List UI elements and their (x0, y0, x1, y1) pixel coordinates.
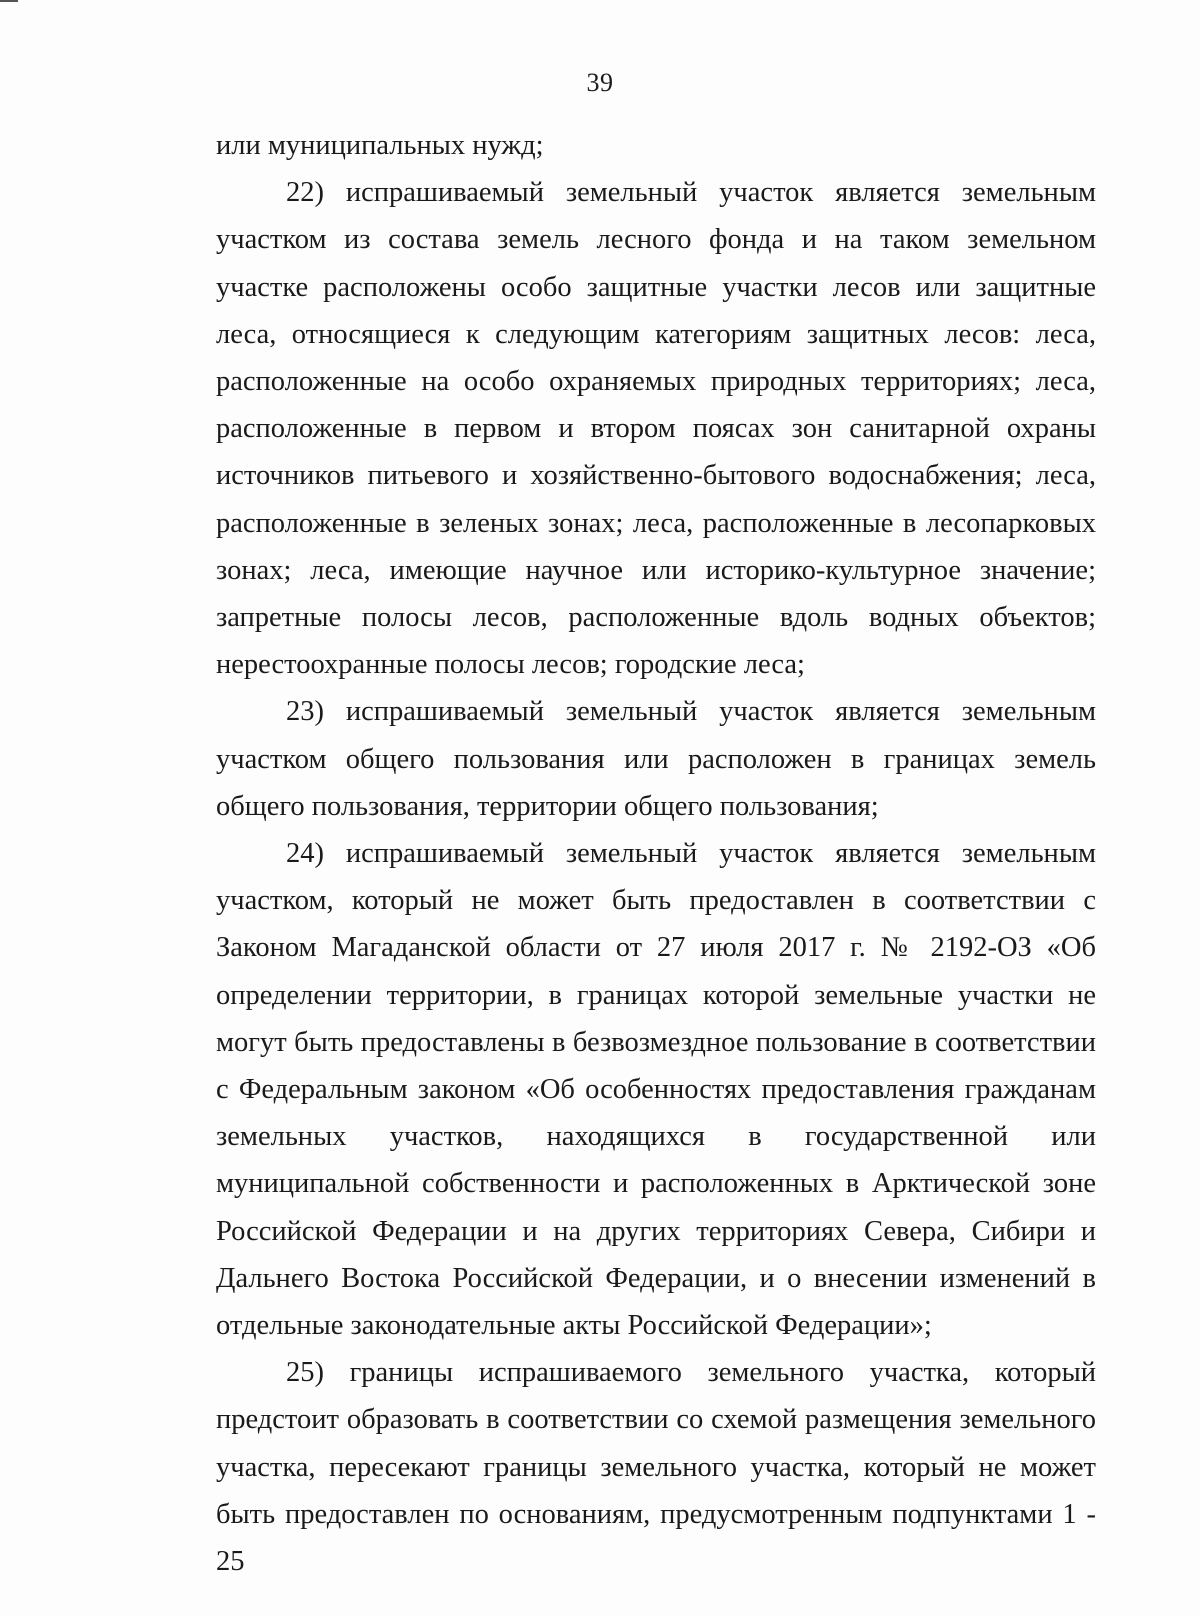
paragraph-item-23: 23) испрашиваемый земельный участок является земельным участком общего пользования или расположен в границах земель общего пользования, территории общего пользования; (216, 696, 1096, 822)
scan-edge-mark (0, 0, 18, 2)
document-body (216, 122, 1096, 1585)
paragraph-item-24: 24) испрашиваемый земельный участок является земельным участком, который не может быть предоставлен в соответствии с Законом Магаданской области от 27 июля 2017 г. № 2192-ОЗ «Об определении территории, в границах которой земельные участки не могут быть предоставлены в безвозмездное пользование в соответствии с Федеральным законом «Об особенностях предоставления гражданам земельных участков, находящихся в государственной или муниципальной собственности и расположенных в Арктической зоне Российской Федерации и на других территориях Севера, Сибири и Дальнего Востока Российской Федерации, и о внесении изменений в отдельные законодательные акты Российской Федерации»; (216, 838, 1096, 1342)
page-number: 39 (586, 68, 614, 97)
paragraph-continuation: или муниципальных нужд; (216, 130, 544, 161)
paragraph-item-25: 25) границы испрашиваемого земельного участка, который предстоит образовать в соответствии со схемой размещения земельного участка, пересекают границы земельного участка, который не может быть предоставлен по основаниям, предусмотренным подпунктами 1 - 25 (216, 1357, 1096, 1578)
paragraph-item-22: 22) испрашиваемый земельный участок является земельным участком из состава земель лесного фонда и на таком земельном участке расположены особо защитные участки лесов или защитные леса, относящиеся к следующим категориям защитных лесов: леса, расположенные на особо охраняемых природных территориях; леса, расположенные в первом и втором поясах зон санитарной охраны источников питьевого и хозяйственно-бытового водоснабжения; леса, расположенные в зеленых зонах; леса, расположенные в лесопарковых зонах; леса, имеющие научное или историко-культурное значение; запретные полосы лесов, расположенные вдоль водных объектов; нерестоохранные полосы лесов; городские леса; (216, 177, 1096, 681)
